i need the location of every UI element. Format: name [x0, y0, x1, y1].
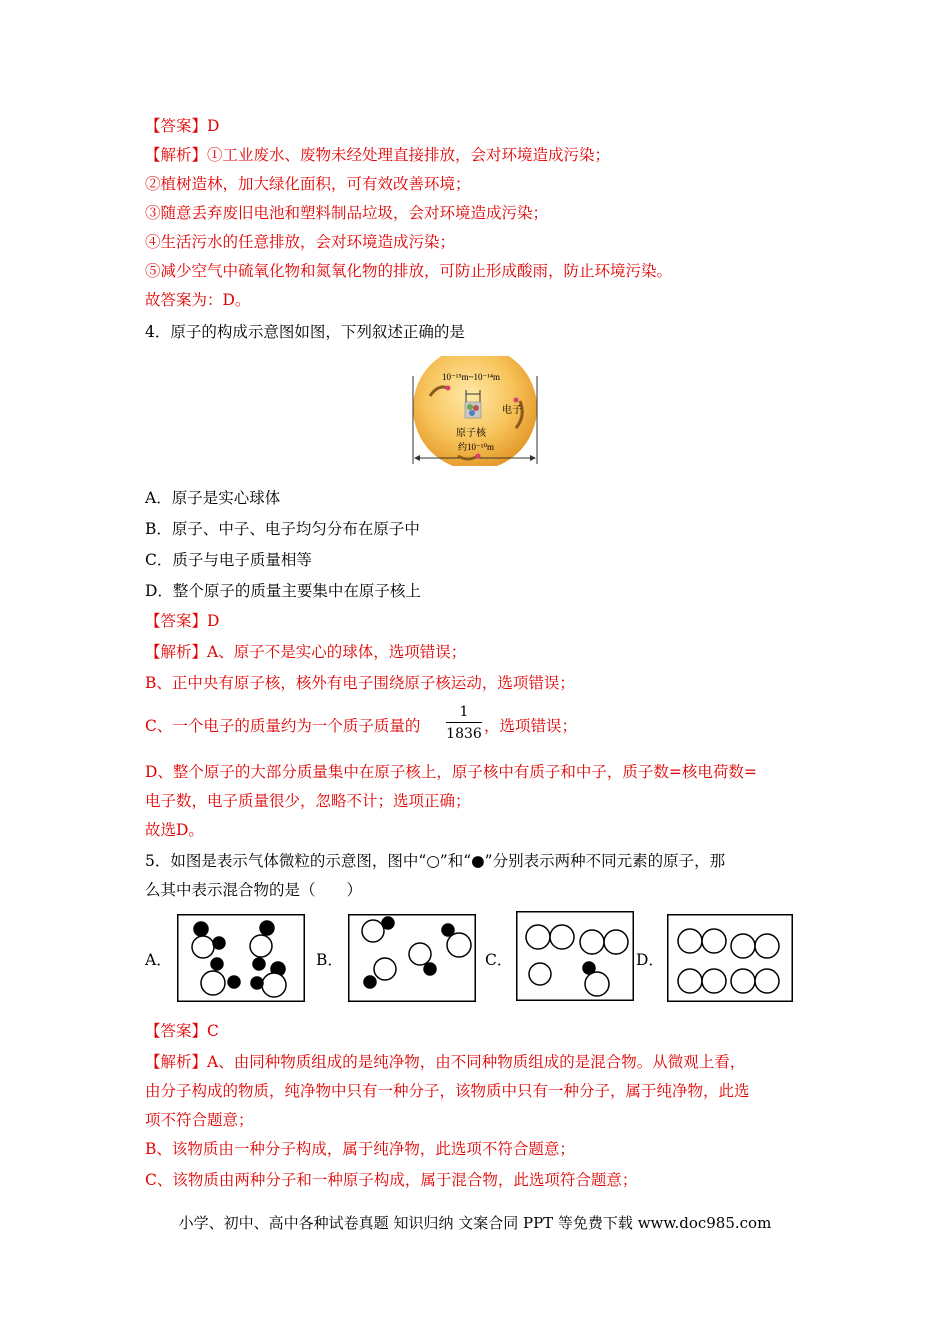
q5-question-line2: 么其中表示混合物的是（ ）: [145, 881, 363, 899]
q3-analysis-line: ③随意丢弃废旧电池和塑料制品垃圾，会对环境造成污染；: [145, 204, 549, 222]
q5-analysis-line: 由分子构成的物质，纯净物中只有一种分子，该物质中只有一种分子，属于纯净物，此选: [145, 1082, 750, 1100]
q4-answer: 【答案】D: [145, 612, 220, 630]
q5-option-d-label: D．: [636, 951, 664, 969]
q4-analysis-c-post: ，选项错误；: [484, 717, 578, 735]
q5-analysis-line: C、该物质由两种分子和一种原子构成，属于混合物，此选项符合题意；: [145, 1171, 638, 1189]
atom-size-label: 约10⁻¹⁰m: [458, 442, 495, 452]
electron-dot: [446, 386, 451, 391]
q4-option-c: C．质子与电子质量相等: [145, 551, 312, 569]
q5-option-c-diagram: [516, 911, 634, 1001]
electron-dot: [476, 454, 481, 459]
q5-option-c-label: C．: [485, 951, 513, 969]
q3-analysis-line: ④生活污水的任意排放，会对环境造成污染；: [145, 233, 456, 251]
electron-dot: [514, 398, 519, 403]
q5-analysis-line: 【解析】A、由同种物质组成的是纯净物，由不同种物质组成的是混合物。从微观上看，: [145, 1053, 746, 1071]
q4-option-d: D．整个原子的质量主要集中在原子核上: [145, 582, 421, 600]
q5-analysis-line: B、该物质由一种分子构成，属于纯净物，此选项不符合题意；: [145, 1140, 575, 1158]
q5-option-a-diagram: [177, 914, 305, 1002]
q4-analysis-c-pre: C、一个电子的质量约为一个质子质量的: [145, 717, 421, 735]
q5-question-line1: 5．如图是表示气体微粒的示意图，图中“○”和“●”分别表示两种不同元素的原子，那: [145, 852, 726, 870]
q4-conclusion: 故选D。: [145, 821, 204, 839]
q4-analysis-a: 【解析】A、原子不是实心的球体，选项错误；: [145, 643, 467, 661]
q5-answer: 【答案】C: [145, 1022, 219, 1040]
q4-analysis-d1: D、整个原子的大部分质量集中在原子核上，原子核中有质子和中子，质子数=核电荷数=: [145, 763, 757, 781]
q5-option-a-label: A．: [145, 951, 172, 969]
atom-top-label: 10⁻¹⁵m~10⁻¹⁴m: [442, 372, 501, 382]
fraction-denominator: 1836: [446, 726, 482, 742]
q4-analysis-b: B、正中央有原子核，核外有电子围绕原子核运动，选项错误；: [145, 674, 575, 692]
q3-answer: 【答案】D: [145, 117, 220, 135]
q3-conclusion: 故答案为：D。: [145, 291, 251, 309]
q5-option-d-diagram: [667, 914, 793, 1002]
q5-analysis-line: 项不符合题意；: [145, 1111, 254, 1129]
page-footer: 小学、初中、高中各种试卷真题 知识归纳 文案合同 PPT 等免费下载 www.doc985.com: [178, 1214, 772, 1232]
q5-option-b-label: B．: [316, 951, 343, 969]
q4-option-a: A．原子是实心球体: [145, 489, 281, 507]
q4-analysis-d2: 电子数，电子质量很少，忽略不计；选项正确；: [145, 792, 471, 810]
nucleus-label: 原子核: [456, 428, 486, 439]
q3-analysis-line: 【解析】①工业废水、废物未经处理直接排放，会对环境造成污染；: [145, 146, 611, 164]
q3-analysis-line: ⑤减少空气中硫氧化物和氮氧化物的排放，可防止形成酸雨，防止环境污染。: [145, 262, 673, 280]
fraction-numerator: 1: [459, 704, 469, 720]
fraction-bar: [446, 722, 482, 723]
q4-option-b: B．原子、中子、电子均匀分布在原子中: [145, 520, 420, 538]
q3-analysis-line: ②植树造林，加大绿化面积，可有效改善环境；: [145, 175, 471, 193]
atom-diagram: [408, 356, 542, 466]
q4-question: 4．原子的构成示意图如图，下列叙述正确的是: [145, 323, 465, 341]
q5-option-b-diagram: [348, 914, 476, 1002]
electron-label: 电子: [502, 405, 522, 416]
